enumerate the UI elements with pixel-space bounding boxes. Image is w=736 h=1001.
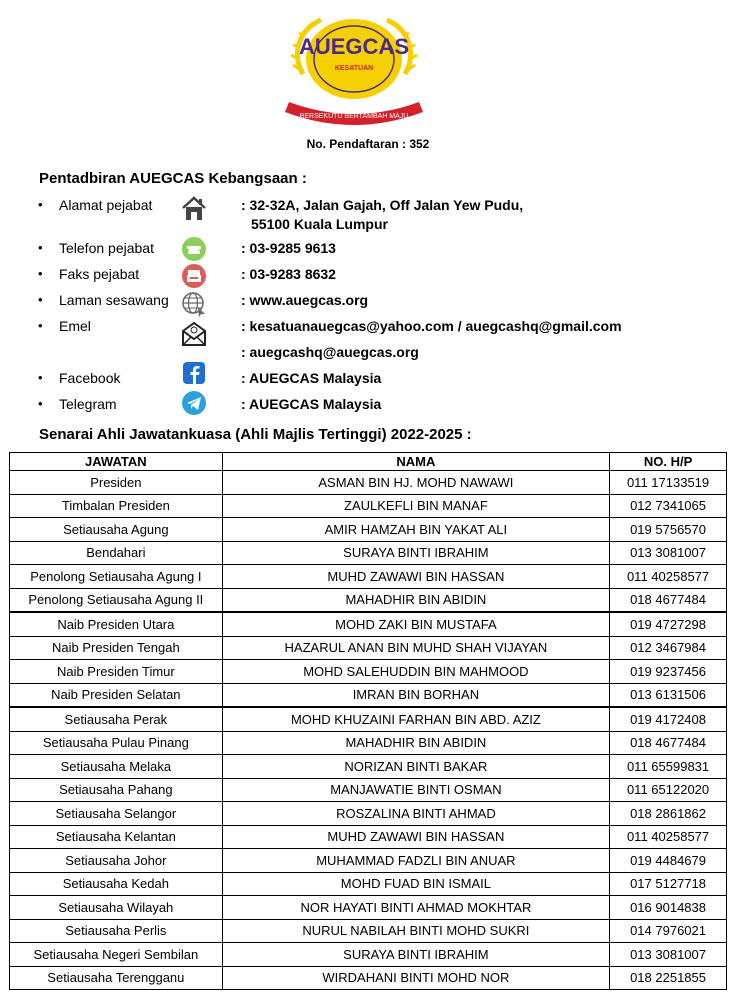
column-header: NAMA	[222, 453, 609, 471]
website-label: Laman sesawang	[59, 292, 169, 308]
admin-heading: Pentadbiran AUEGCAS Kebangsaan :	[39, 170, 307, 187]
column-header: NO. H/P	[610, 453, 727, 471]
phone-cell: 018 2861862	[610, 802, 727, 826]
home-icon	[180, 195, 208, 223]
bullet: •	[38, 266, 43, 281]
phone-cell: 018 2251855	[610, 966, 727, 990]
phone-cell: 014 7976021	[610, 919, 727, 943]
phone-cell: 019 4172408	[610, 707, 727, 731]
phone-cell: 019 9237456	[610, 660, 727, 684]
table-header-row	[10, 453, 727, 471]
email-value-line2: : auegcashq@auegcas.org	[241, 344, 419, 360]
position-cell: Setiausaha Selangor	[10, 802, 223, 826]
name-cell: HAZARUL ANAN BIN MUHD SHAH VIJAYAN	[222, 636, 609, 660]
phone-cell: 018 4677484	[610, 731, 727, 755]
website-value: : www.auegcas.org	[241, 292, 369, 308]
table-row	[10, 919, 727, 943]
position-cell: Setiausaha Perlis	[10, 919, 223, 943]
position-cell: Naib Presiden Selatan	[10, 683, 223, 707]
fax-icon	[180, 262, 208, 290]
name-cell: WIRDAHANI BINTI MOHD NOR	[222, 966, 609, 990]
table-row	[10, 731, 727, 755]
phone-cell: 019 4727298	[610, 612, 727, 636]
name-cell: AMIR HAMZAH BIN YAKAT ALI	[222, 518, 609, 542]
phone-cell: 011 65599831	[610, 755, 727, 779]
position-cell: Setiausaha Melaka	[10, 755, 223, 779]
telegram-value: : AUEGCAS Malaysia	[241, 396, 382, 412]
position-cell: Naib Presiden Tengah	[10, 636, 223, 660]
table-row	[10, 683, 727, 707]
table-row	[10, 518, 727, 542]
position-cell: Presiden	[10, 471, 223, 495]
table-row	[10, 825, 727, 849]
position-cell: Naib Presiden Timur	[10, 660, 223, 684]
phone-cell: 013 3081007	[610, 541, 727, 565]
admin-info-list	[38, 193, 728, 423]
name-cell: MUHD ZAWAWI BIN HASSAN	[222, 565, 609, 589]
list-item	[38, 318, 728, 360]
name-cell: MUHAMMAD FADZLI BIN ANUAR	[222, 849, 609, 873]
fax-value: : 03-9283 8632	[241, 266, 336, 282]
fax-label: Faks pejabat	[59, 266, 140, 282]
phone-cell: 012 3467984	[610, 636, 727, 660]
table-row	[10, 494, 727, 518]
bullet: •	[38, 318, 43, 333]
bullet: •	[38, 197, 43, 212]
table-row	[10, 896, 727, 920]
position-cell: Penolong Setiausaha Agung II	[10, 588, 223, 612]
position-cell: Setiausaha Perak	[10, 707, 223, 731]
position-cell: Penolong Setiausaha Agung I	[10, 565, 223, 589]
name-cell: MOHD SALEHUDDIN BIN MAHMOOD	[222, 660, 609, 684]
name-cell: ROSZALINA BINTI AHMAD	[222, 802, 609, 826]
phone-cell: 019 4484679	[610, 849, 727, 873]
list-item	[38, 266, 728, 288]
name-cell: SURAYA BINTI IBRAHIM	[222, 943, 609, 967]
position-cell: Setiausaha Terengganu	[10, 966, 223, 990]
table-row	[10, 541, 727, 565]
phone-label: Telefon pejabat	[59, 240, 154, 256]
table-row	[10, 755, 727, 779]
position-cell: Setiausaha Kedah	[10, 872, 223, 896]
position-cell: Bendahari	[10, 541, 223, 565]
logo-main-text: AUEGCAS	[298, 34, 410, 59]
name-cell: MANJAWATIE BINTI OSMAN	[222, 778, 609, 802]
position-cell: Setiausaha Pulau Pinang	[10, 731, 223, 755]
phone-cell: 019 5756570	[610, 518, 727, 542]
name-cell: IMRAN BIN BORHAN	[222, 683, 609, 707]
name-cell: MUHD ZAWAWI BIN HASSAN	[222, 825, 609, 849]
name-cell: NORIZAN BINTI BAKAR	[222, 755, 609, 779]
table-row	[10, 471, 727, 495]
phone-cell: 013 6131506	[610, 683, 727, 707]
name-cell: SURAYA BINTI IBRAHIM	[222, 541, 609, 565]
committee-table	[9, 452, 727, 990]
table-row	[10, 636, 727, 660]
list-item	[38, 240, 728, 262]
phone-cell: 012 7341065	[610, 494, 727, 518]
facebook-label: Facebook	[59, 370, 121, 386]
name-cell: NOR HAYATI BINTI AHMAD MOKHTAR	[222, 896, 609, 920]
phone-value: : 03-9285 9613	[241, 240, 336, 256]
table-row	[10, 707, 727, 731]
name-cell: ASMAN BIN HJ. MOHD NAWAWI	[222, 471, 609, 495]
globe-icon	[180, 290, 208, 318]
name-cell: ZAULKEFLI BIN MANAF	[222, 494, 609, 518]
email-label: Emel	[59, 318, 91, 334]
position-cell: Timbalan Presiden	[10, 494, 223, 518]
list-item	[38, 197, 728, 232]
position-cell: Naib Presiden Utara	[10, 612, 223, 636]
table-row	[10, 802, 727, 826]
table-row	[10, 778, 727, 802]
column-header: JAWATAN	[10, 453, 223, 471]
name-cell: NURUL NABILAH BINTI MOHD SUKRI	[222, 919, 609, 943]
phone-cell: 011 17133519	[610, 471, 727, 495]
email-value: : kesatuanauegcas@yahoo.com / auegcashq@gmail.com	[241, 318, 622, 334]
phone-cell: 011 40258577	[610, 565, 727, 589]
phone-cell: 018 4677484	[610, 588, 727, 612]
registration-number: No. Pendaftaran : 352	[306, 137, 430, 151]
bullet: •	[38, 396, 43, 411]
phone-cell: 013 3081007	[610, 943, 727, 967]
table-row	[10, 612, 727, 636]
position-cell: Setiausaha Kelantan	[10, 825, 223, 849]
address-value: : 32-32A, Jalan Gajah, Off Jalan Yew Pudu,	[241, 197, 524, 213]
phone-cell: 011 40258577	[610, 825, 727, 849]
table-row	[10, 660, 727, 684]
phone-cell: 011 65122020	[610, 778, 727, 802]
position-cell: Setiausaha Agung	[10, 518, 223, 542]
address-label: Alamat pejabat	[59, 197, 153, 213]
position-cell: Setiausaha Pahang	[10, 778, 223, 802]
telegram-icon	[180, 389, 208, 417]
table-row	[10, 943, 727, 967]
list-item	[38, 396, 728, 418]
position-cell: Setiausaha Wilayah	[10, 896, 223, 920]
logo-small-text: KESATUAN	[334, 65, 374, 72]
email-icon	[180, 320, 208, 348]
list-item	[38, 370, 728, 392]
auegcas-logo	[281, 14, 427, 132]
table-row	[10, 588, 727, 612]
name-cell: MOHD ZAKI BIN MUSTAFA	[222, 612, 609, 636]
phone-icon	[180, 235, 208, 263]
bullet: •	[38, 240, 43, 255]
bullet: •	[38, 292, 43, 307]
table-row	[10, 565, 727, 589]
bullet: •	[38, 370, 43, 385]
facebook-icon	[180, 359, 208, 387]
name-cell: MAHADHIR BIN ABIDIN	[222, 588, 609, 612]
table-row	[10, 849, 727, 873]
name-cell: MAHADHIR BIN ABIDIN	[222, 731, 609, 755]
logo-motto: BERSEKUTU BERTAMBAH MAJU	[299, 113, 409, 120]
list-item	[38, 292, 728, 314]
phone-cell: 017 5127718	[610, 872, 727, 896]
position-cell: Setiausaha Johor	[10, 849, 223, 873]
name-cell: MOHD FUAD BIN ISMAIL	[222, 872, 609, 896]
telegram-label: Telegram	[59, 396, 117, 412]
table-row	[10, 872, 727, 896]
address-value-line2: 55100 Kuala Lumpur	[251, 216, 388, 232]
committee-heading: Senarai Ahli Jawatankuasa (Ahli Majlis Tertinggi) 2022-2025 :	[39, 426, 472, 443]
position-cell: Setiausaha Negeri Sembilan	[10, 943, 223, 967]
facebook-value: : AUEGCAS Malaysia	[241, 370, 382, 386]
phone-cell: 016 9014838	[610, 896, 727, 920]
name-cell: MOHD KHUZAINI FARHAN BIN ABD. AZIZ	[222, 707, 609, 731]
table-row	[10, 966, 727, 990]
